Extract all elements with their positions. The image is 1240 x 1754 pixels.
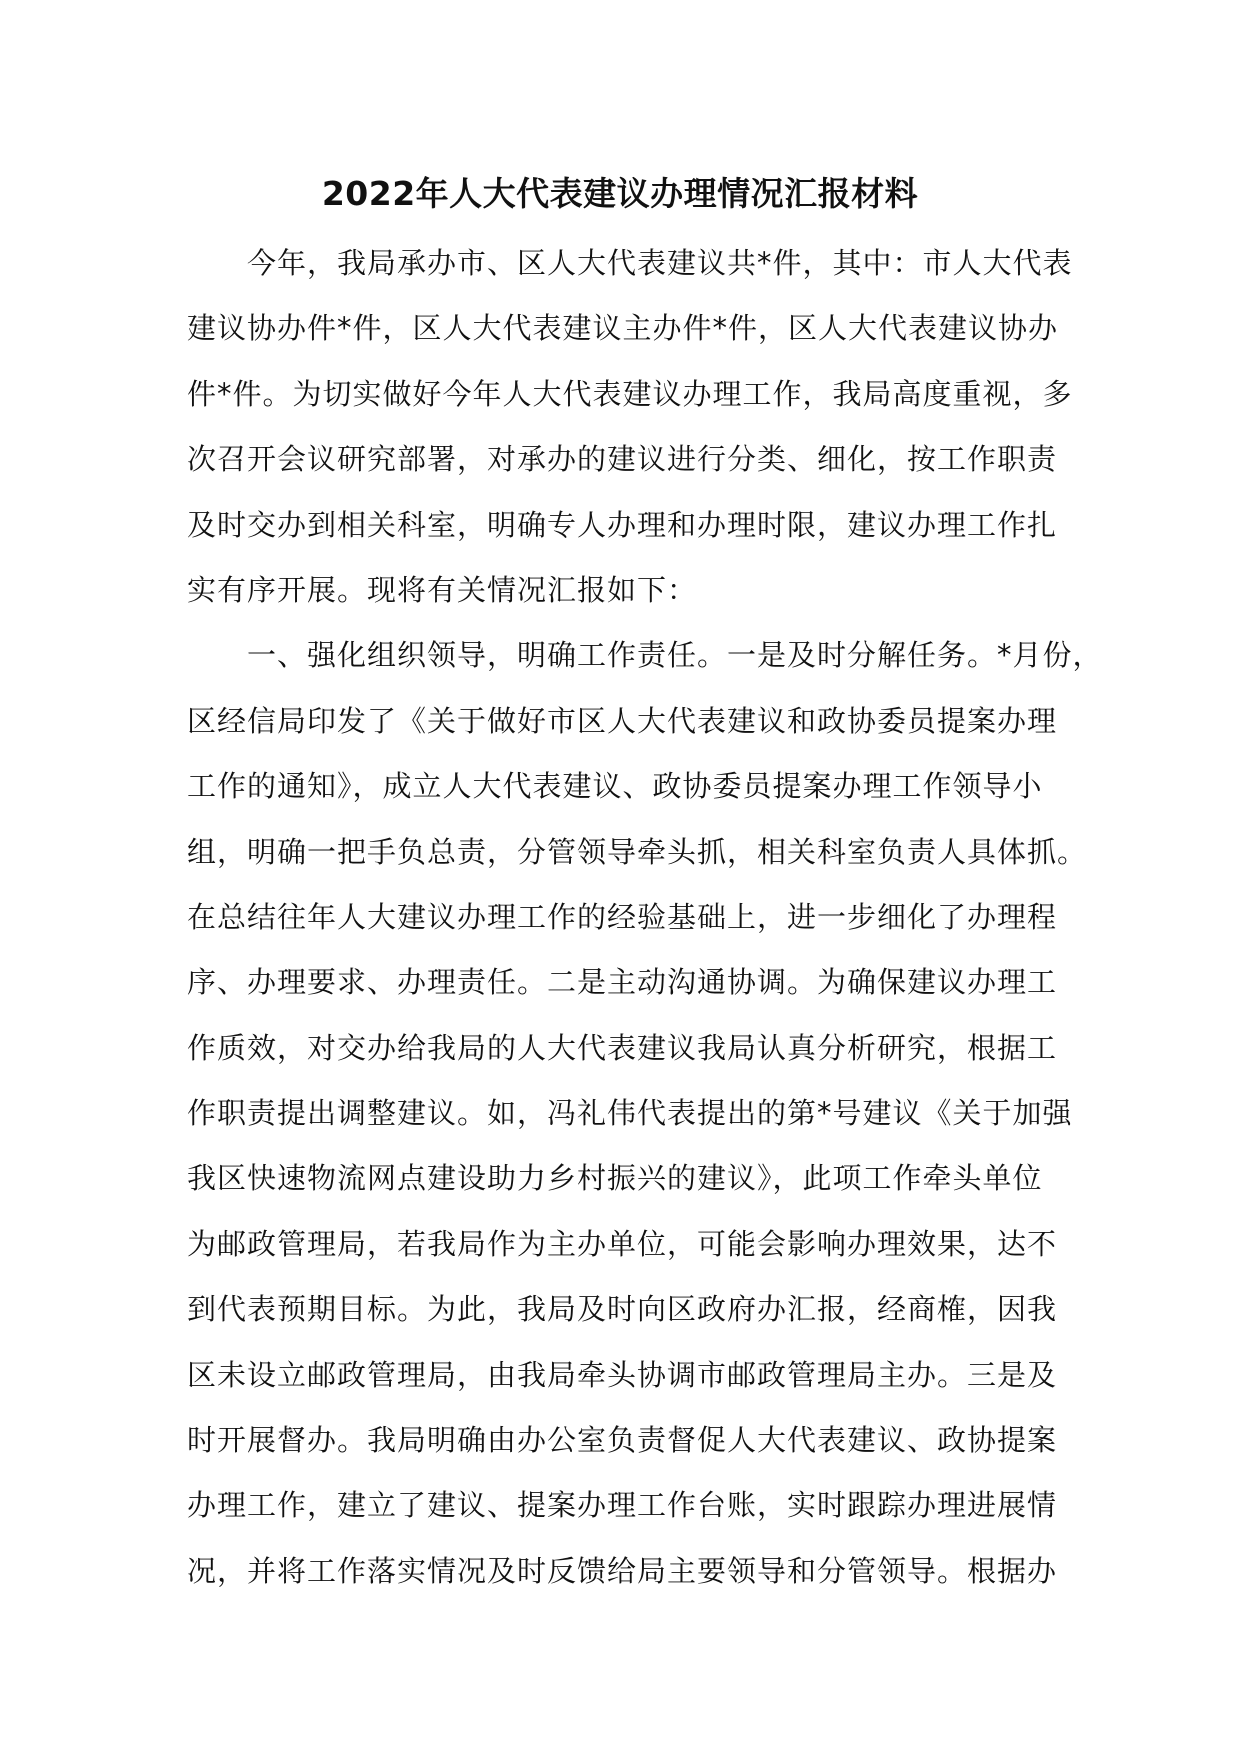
body-line: 实有序开展。现将有关情况汇报如下：	[187, 572, 698, 607]
body-line: 建议协办件*件，区人大代表建议主办件*件，区人大代表建议协办	[187, 311, 1059, 346]
body-line: 我区快速物流网点建设助力乡村振兴的建议》，此项工作牵头单位	[187, 1161, 1043, 1196]
document-title: 2022年人大代表建议办理情况汇报材料	[321, 174, 919, 213]
body-line: 办理工作，建立了建议、提案办理工作台账，实时跟踪办理进展情	[187, 1488, 1058, 1523]
body-line: 及时交办到相关科室，明确专人办理和办理时限，建议办理工作扎	[187, 507, 1058, 542]
document-body	[187, 240, 1103, 1613]
body-line: 到代表预期目标。为此，我局及时向区政府办汇报，经商榷，因我	[187, 1292, 1058, 1327]
body-line: 作质效，对交办给我局的人大代表建议我局认真分析研究，根据工	[187, 1030, 1058, 1065]
body-line: 时开展督办。我局明确由办公室负责督促人大代表建议、政协提案	[187, 1423, 1058, 1458]
body-line: 组，明确一把手负总责，分管领导牵头抓，相关科室负责人具体抓。	[187, 834, 1088, 869]
body-line: 一、强化组织领导，明确工作责任。一是及时分解任务。*月份，	[187, 638, 1103, 673]
body-line: 序、办理要求、办理责任。二是主动沟通协调。为确保建议办理工	[187, 965, 1058, 1000]
body-line: 件*件。为切实做好今年人大代表建议办理工作，我局高度重视，多	[187, 376, 1073, 411]
body-line: 次召开会议研究部署，对承办的建议进行分类、细化，按工作职责	[187, 442, 1058, 477]
body-line: 今年，我局承办市、区人大代表建议共*件，其中：市人大代表	[187, 246, 1073, 280]
body-line: 区未设立邮政管理局，由我局牵头协调市邮政管理局主办。三是及	[187, 1357, 1058, 1392]
body-line: 工作的通知》，成立人大代表建议、政协委员提案办理工作领导小	[187, 769, 1043, 804]
body-line: 作职责提出调整建议。如，冯礼伟代表提出的第*号建议《关于加强	[187, 1096, 1073, 1131]
body-line: 为邮政管理局，若我局作为主办单位，可能会影响办理效果，达不	[187, 1226, 1058, 1261]
body-line: 在总结往年人大建议办理工作的经验基础上，进一步细化了办理程	[187, 899, 1058, 934]
body-line: 区经信局印发了《关于做好市区人大代表建议和政协委员提案办理	[187, 703, 1058, 738]
body-line: 况，并将工作落实情况及时反馈给局主要领导和分管领导。根据办	[187, 1553, 1058, 1588]
